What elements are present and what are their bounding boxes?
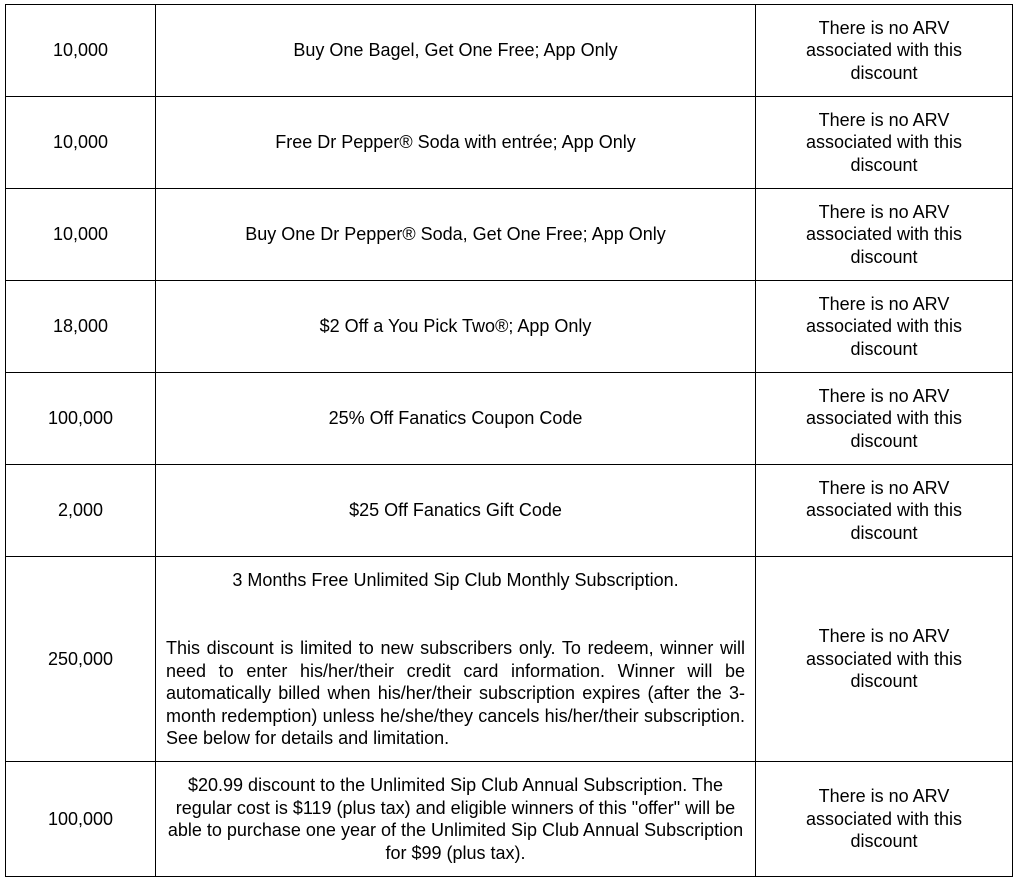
table-row [6, 281, 1013, 373]
arv-cell [756, 762, 1013, 877]
table-row [6, 189, 1013, 281]
arv-cell [756, 189, 1013, 281]
description-cell [156, 557, 756, 762]
arv-text: There is no ARV associated with this discount [805, 293, 963, 359]
description-cell: 25% Off Fanatics Coupon Code [156, 373, 756, 465]
quantity-cell: 10,000 [6, 189, 156, 281]
table-row [6, 465, 1013, 557]
table-row [6, 762, 1013, 877]
quantity-cell: 10,000 [6, 5, 156, 97]
arv-text: There is no ARV associated with this discount [805, 477, 963, 543]
table-row [6, 373, 1013, 465]
table-row [6, 97, 1013, 189]
arv-text: There is no ARV associated with this discount [805, 385, 963, 451]
arv-cell [756, 97, 1013, 189]
arv-text: There is no ARV associated with this discount [805, 201, 963, 267]
description-cell: $2 Off a You Pick Two®; App Only [156, 281, 756, 373]
description-cell: Buy One Dr Pepper® Soda, Get One Free; App Only [156, 189, 756, 281]
arv-cell [756, 465, 1013, 557]
description-cell: $20.99 discount to the Unlimited Sip Club Annual Subscription. The regular cost is $119 (plus tax) and eligible winners of this "offer" will be able to purchase one year of the Unlimited Sip Club Annual Subscription for $99 (plus tax). [156, 762, 756, 877]
arv-text: There is no ARV associated with this discount [805, 786, 963, 852]
description-details: This discount is limited to new subscribers only. To redeem, winner will need to enter his/her/their credit card information. Winner will be automatically billed when his/her/their subscription expires (after the 3-month redemption) unless he/she/they cancels his/her/their subscription. See below for details and limitation. [166, 638, 745, 748]
arv-text: There is no ARV associated with this discount [805, 17, 963, 83]
quantity-cell: 2,000 [6, 465, 156, 557]
description-title: 3 Months Free Unlimited Sip Club Monthly Subscription. [232, 569, 679, 590]
quantity-cell: 10,000 [6, 97, 156, 189]
quantity-cell: 250,000 [6, 557, 156, 762]
table-row [6, 557, 1013, 762]
arv-cell [756, 557, 1013, 762]
arv-cell [756, 5, 1013, 97]
arv-text: There is no ARV associated with this discount [805, 626, 963, 692]
arv-cell [756, 373, 1013, 465]
description-cell: Free Dr Pepper® Soda with entrée; App Only [156, 97, 756, 189]
prize-table [5, 4, 1013, 877]
quantity-cell: 100,000 [6, 762, 156, 877]
description-cell: Buy One Bagel, Get One Free; App Only [156, 5, 756, 97]
quantity-cell: 18,000 [6, 281, 156, 373]
table-row [6, 5, 1013, 97]
arv-text: There is no ARV associated with this discount [805, 109, 963, 175]
arv-cell [756, 281, 1013, 373]
description-cell: $25 Off Fanatics Gift Code [156, 465, 756, 557]
quantity-cell: 100,000 [6, 373, 156, 465]
